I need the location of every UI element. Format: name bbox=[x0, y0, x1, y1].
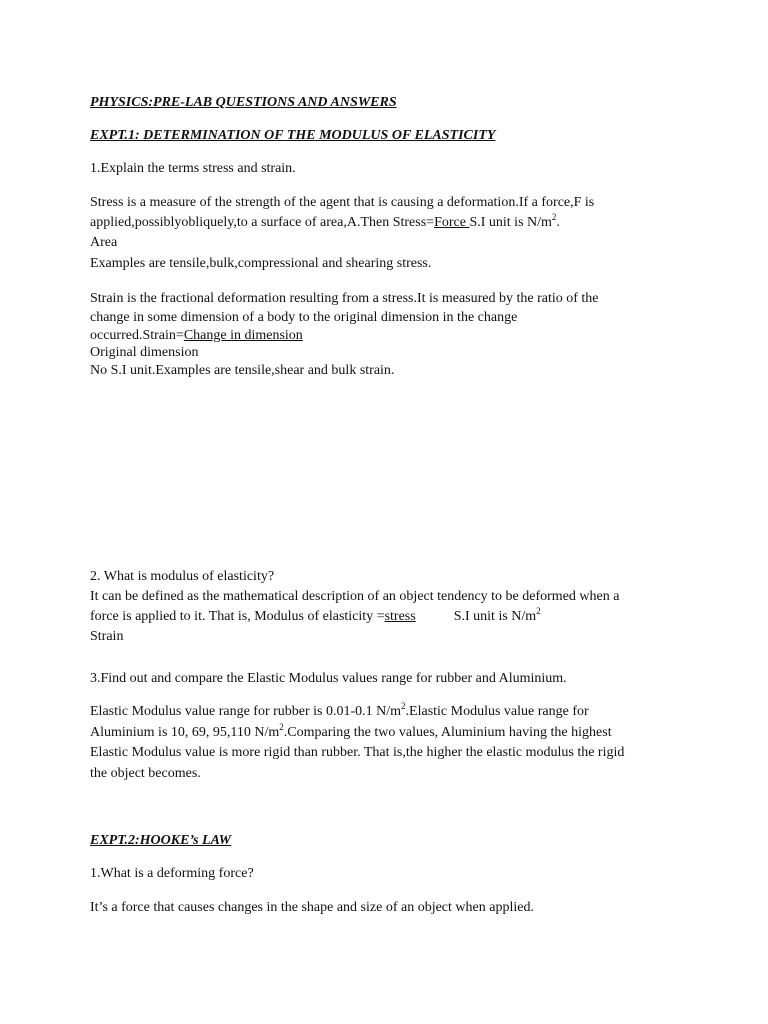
expt1-heading: EXPT.1: DETERMINATION OF THE MODULUS OF ELASTICITY bbox=[90, 128, 496, 143]
strain-examples: No S.I unit.Examples are tensile,shear and bulk strain. bbox=[90, 363, 395, 378]
answer-3-line-1-pre: Elastic Modulus value range for rubber is 0.01-0.1 N/m bbox=[90, 704, 402, 719]
answer-3-line-3: Elastic Modulus value is more rigid than rubber. That is,the higher the elastic modulus the rigid bbox=[90, 745, 625, 760]
expt1-question-2: 2. What is modulus of elasticity? bbox=[90, 569, 275, 584]
modulus-unit: S.I unit is N/m bbox=[453, 609, 537, 624]
stress-unit: S.I unit is N/m bbox=[469, 215, 552, 230]
answer-3-line-2 bbox=[90, 724, 612, 742]
strain-denominator: Original dimension bbox=[90, 345, 199, 360]
answer-3-line-1 bbox=[90, 703, 589, 721]
stress-denominator: Area bbox=[90, 235, 118, 250]
page-title: PHYSICS:PRE-LAB QUESTIONS AND ANSWERS bbox=[90, 95, 397, 110]
strain-line-3-pre: occurred.Strain= bbox=[90, 328, 184, 343]
answer-3-line-1-post: .Elastic Modulus value range for bbox=[405, 704, 589, 719]
answer-3-line-2-sup: 2 bbox=[279, 722, 284, 732]
strain-line-2: change in some dimension of a body to the original dimension in the change bbox=[90, 310, 518, 325]
answer-3-line-2-post: .Comparing the two values, Aluminium having the highest bbox=[283, 725, 612, 740]
stress-numerator: Force bbox=[434, 215, 470, 230]
stress-line-2-end: . bbox=[556, 215, 560, 230]
expt2-question-1: 1.What is a deforming force? bbox=[90, 866, 254, 881]
expt2-answer-1: It’s a force that causes changes in the shape and size of an object when applied. bbox=[90, 900, 534, 915]
answer-3-line-1-sup: 2 bbox=[401, 701, 406, 711]
expt2-heading: EXPT.2:HOOKE’s LAW bbox=[90, 833, 232, 848]
stress-line-2 bbox=[90, 214, 560, 232]
stress-examples: Examples are tensile,bulk,compressional and shearing stress. bbox=[90, 256, 432, 271]
expt1-question-1: 1.Explain the terms stress and strain. bbox=[90, 161, 296, 176]
answer-2-line-1: It can be defined as the mathematical description of an object tendency to be deformed when a bbox=[90, 589, 620, 604]
expt1-question-3: 3.Find out and compare the Elastic Modulus values range for rubber and Aluminium. bbox=[90, 671, 567, 686]
stress-unit-sup: 2 bbox=[551, 212, 557, 222]
answer-2-line-2 bbox=[90, 608, 541, 626]
answer-3-line-2-pre: Aluminium is 10, 69, 95,110 N/m bbox=[90, 725, 280, 740]
modulus-unit-sup: 2 bbox=[536, 606, 541, 616]
stress-line-1: Stress is a measure of the strength of the agent that is causing a deformation.If a force,F is bbox=[90, 195, 595, 210]
strain-numerator: Change in dimension bbox=[183, 328, 303, 343]
strain-line-1: Strain is the fractional deformation resulting from a stress.It is measured by the ratio of the bbox=[90, 291, 599, 306]
modulus-denominator: Strain bbox=[90, 629, 124, 644]
modulus-numerator: stress bbox=[384, 609, 416, 624]
answer-3-line-4: the object becomes. bbox=[90, 766, 201, 781]
answer-2-line-2-pre: force is applied to it. That is, Modulus of elasticity = bbox=[90, 609, 385, 624]
stress-line-2-pre: applied,possiblyobliquely,to a surface of area,A.Then Stress= bbox=[90, 215, 435, 230]
strain-line-3 bbox=[90, 327, 303, 345]
